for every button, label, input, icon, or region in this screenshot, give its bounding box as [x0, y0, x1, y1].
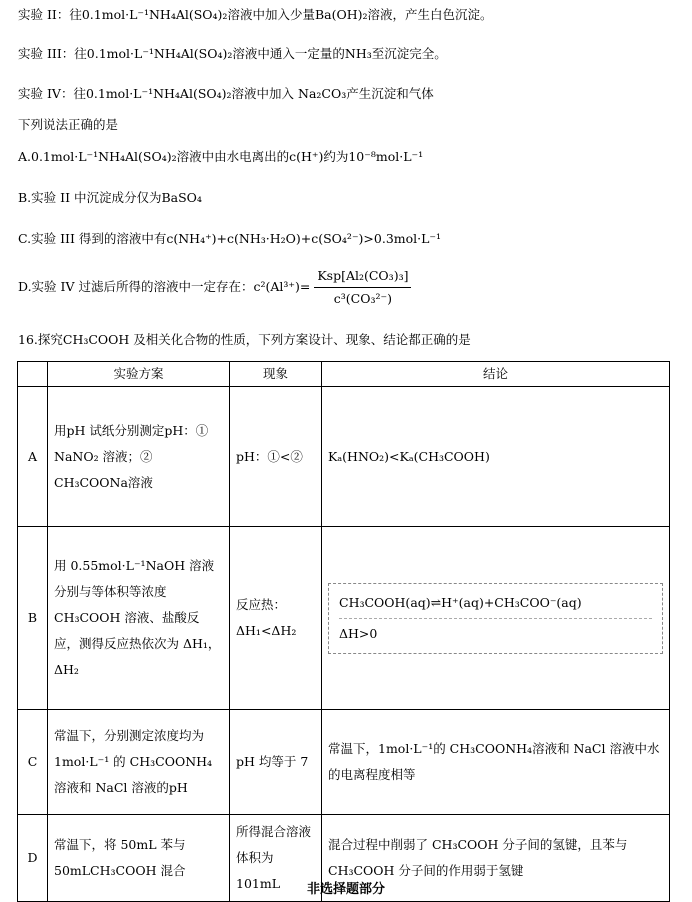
header-conclusion: 结论	[322, 362, 670, 387]
equilibrium-equation: CH₃COOH(aq)⇌H⁺(aq)+CH₃COO⁻(aq)	[339, 588, 652, 619]
row-plan: 常温下，分别测定浓度均为1mol·L⁻¹ 的 CH₃COONH₄溶液和 NaCl 溶液的pH	[48, 710, 230, 815]
row-conclusion: 常温下，1mol·L⁻¹的 CH₃COONH₄溶液和 NaCl 溶液中水的电离程度相等	[322, 710, 670, 815]
question-prompt: 下列说法正确的是	[18, 117, 119, 132]
question-16: 16.探究CH₃COOH 及相关化合物的性质，下列方案设计、现象、结论都正确的是	[18, 332, 471, 347]
exp4-text: 实验 IV：往0.1mol·L⁻¹NH₄Al(SO₄)₂溶液中加入 Na₂CO₃产生沉淀和气体	[18, 86, 434, 101]
row-plan: 常温下，将 50mL 苯与50mLCH₃COOH 混合	[48, 815, 230, 902]
exp2-text: 实验 II：往0.1mol·L⁻¹NH₄Al(SO₄)₂溶液中加入少量Ba(OH)₂溶液，产生白色沉淀。	[18, 7, 493, 22]
equilibrium-box	[328, 583, 663, 654]
section-heading: 非选择题部分	[306, 882, 385, 897]
ksp-fraction	[314, 265, 411, 310]
table-row	[18, 387, 670, 527]
option-c: C.实验 III 得到的溶液中有c(NH₄⁺)+c(NH₃·H₂O)+c(SO₄²⁻)>0.3mol·L⁻¹	[18, 231, 442, 246]
fraction-numerator: Ksp[Al₂(CO₃)₃]	[314, 265, 411, 288]
table-header-row	[18, 362, 670, 387]
row-phenomenon: pH：①<②	[230, 387, 322, 527]
enthalpy-statement: ΔH>0	[339, 625, 378, 641]
header-blank	[18, 362, 48, 387]
row-conclusion	[322, 527, 670, 710]
row-plan: 用pH 试纸分别测定pH：① NaNO₂ 溶液；② CH₃COONa溶液	[48, 387, 230, 527]
fraction-denominator: c³(CO₃²⁻)	[333, 291, 392, 306]
table-row	[18, 710, 670, 815]
row-phenomenon: pH 均等于 7	[230, 710, 322, 815]
option-d-prefix: D.实验 IV 过滤后所得的溶液中一定存在：c²(Al³⁺)=	[18, 279, 311, 294]
option-d	[18, 265, 411, 310]
row-label: B	[18, 527, 48, 710]
header-phenomenon: 现象	[230, 362, 322, 387]
table-row	[18, 527, 670, 710]
row-conclusion: 混合过程中削弱了 CH₃COOH 分子间的氢键，且苯与CH₃COOH 分子间的作用弱于氢键	[322, 815, 670, 902]
row-label: C	[18, 710, 48, 815]
row-label: A	[18, 387, 48, 527]
row-label: D	[18, 815, 48, 902]
exp3-text: 实验 III：往0.1mol·L⁻¹NH₄Al(SO₄)₂溶液中通入一定量的NH₃至沉淀完全。	[18, 46, 447, 61]
row-phenomenon: 反应热：ΔH₁<ΔH₂	[230, 527, 322, 710]
option-b: B.实验 II 中沉淀成分仅为BaSO₄	[18, 190, 202, 205]
experiment-table	[17, 361, 670, 902]
row-conclusion: Kₐ(HNO₂)<Kₐ(CH₃COOH)	[322, 387, 670, 527]
header-plan: 实验方案	[48, 362, 230, 387]
row-plan: 用 0.55mol·L⁻¹NaOH 溶液分别与等体积等浓度CH₃COOH 溶液、盐酸反应，测得反应热依次为 ΔH₁，ΔH₂	[48, 527, 230, 710]
row-phenomenon: 所得混合溶液体积为101mL	[230, 815, 322, 902]
option-a: A.0.1mol·L⁻¹NH₄Al(SO₄)₂溶液中由水电离出的c(H⁺)约为10⁻⁸mol·L⁻¹	[18, 149, 424, 164]
